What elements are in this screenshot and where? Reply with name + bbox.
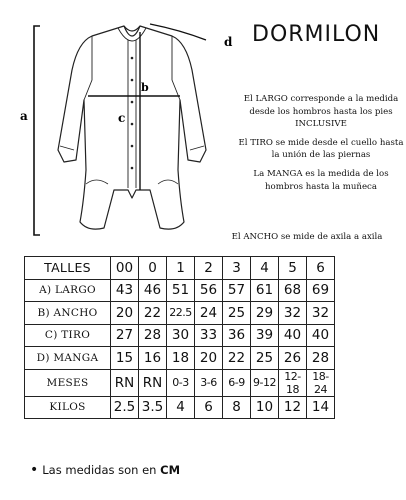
table-row [25,279,335,302]
table-cell: 57 [223,279,251,302]
table-cell: 56 [195,279,223,302]
table-cell: 9-12 [251,369,279,396]
table-cell: 33 [195,324,223,347]
garment-outline [58,26,206,229]
table-cell: 69 [307,279,335,302]
dimension-c-label: c [118,111,126,125]
table-cell: 40 [307,324,335,347]
row-label: MESES [25,369,111,396]
table-cell: 20 [195,347,223,370]
size-table [24,256,335,419]
note-tiro: El TIRO se mide desde el cuello hasta la unión de las piernas [238,137,404,161]
garment-placket [128,40,136,188]
size-cell: 4 [251,257,279,280]
units-footnote [30,462,180,478]
table-row [25,324,335,347]
measurement-notes [236,93,406,199]
table-cell: 43 [111,279,139,302]
table-cell: 32 [307,302,335,325]
footnote-unit: CM [160,463,181,477]
table-cell: 6-9 [223,369,251,396]
table-cell: 27 [111,324,139,347]
page-title: DORMILON [252,22,381,47]
table-cell: 30 [167,324,195,347]
table-cell: 20 [111,302,139,325]
table-cell: 25 [251,347,279,370]
row-label: D) MANGA [25,347,111,370]
table-cell: 10 [251,396,279,419]
table-cell: RN [111,369,139,396]
row-label: C) TIRO [25,324,111,347]
table-cell: 0-3 [167,369,195,396]
table-cell: 36 [223,324,251,347]
table-cell: 6 [195,396,223,419]
note-ancho: El ANCHO se mide de axila a axila [231,232,383,242]
table-cell: 29 [251,302,279,325]
table-cell: 46 [139,279,167,302]
note-manga: La MANGA es la medida de los hombros hasta la muñeca [253,168,389,192]
table-row [25,369,335,396]
table-cell: 12-18 [279,369,307,396]
bullet-icon: • [30,462,39,478]
table-cell: 68 [279,279,307,302]
footnote-text: Las medidas son en [42,463,161,477]
table-cell: 61 [251,279,279,302]
table-cell: 39 [251,324,279,347]
table-cell: 8 [223,396,251,419]
table-cell: 12 [279,396,307,419]
table-row [25,347,335,370]
table-cell: 25 [223,302,251,325]
table-row [25,302,335,325]
size-cell: 00 [111,257,139,280]
note-largo: El LARGO corresponde a la medida desde los hombros hasta los pies INCLUSIVE [243,94,399,130]
row-label: A) LARGO [25,279,111,302]
size-cell: 3 [223,257,251,280]
table-cell: 32 [279,302,307,325]
size-cell: 1 [167,257,195,280]
table-cell: 4 [167,396,195,419]
table-header-label: TALLES [25,257,111,280]
table-cell: 16 [139,347,167,370]
table-cell: 28 [139,324,167,347]
dimension-b-label: b [141,81,149,94]
table-cell: 14 [307,396,335,419]
table-cell: 3-6 [195,369,223,396]
garment-diagram [0,0,240,245]
table-cell: 18-24 [307,369,335,396]
size-cell: 6 [307,257,335,280]
row-label: B) ANCHO [25,302,111,325]
table-cell: 51 [167,279,195,302]
table-cell: 3.5 [139,396,167,419]
table-cell: 2.5 [111,396,139,419]
table-cell: 28 [307,347,335,370]
table-cell: 40 [279,324,307,347]
dimension-a-line [34,26,40,235]
table-header-row [25,257,335,280]
table-cell: 22 [139,302,167,325]
table-cell: 22.5 [167,302,195,325]
dimension-a-label: a [20,109,28,123]
table-cell: 15 [111,347,139,370]
size-cell: 5 [279,257,307,280]
size-cell: 2 [195,257,223,280]
table-cell: 18 [167,347,195,370]
table-cell: RN [139,369,167,396]
table-cell: 22 [223,347,251,370]
row-label: KILOS [25,396,111,419]
table-cell: 24 [195,302,223,325]
dimension-d-label: d [224,35,233,49]
size-cell: 0 [139,257,167,280]
table-cell: 26 [279,347,307,370]
table-row [25,396,335,419]
